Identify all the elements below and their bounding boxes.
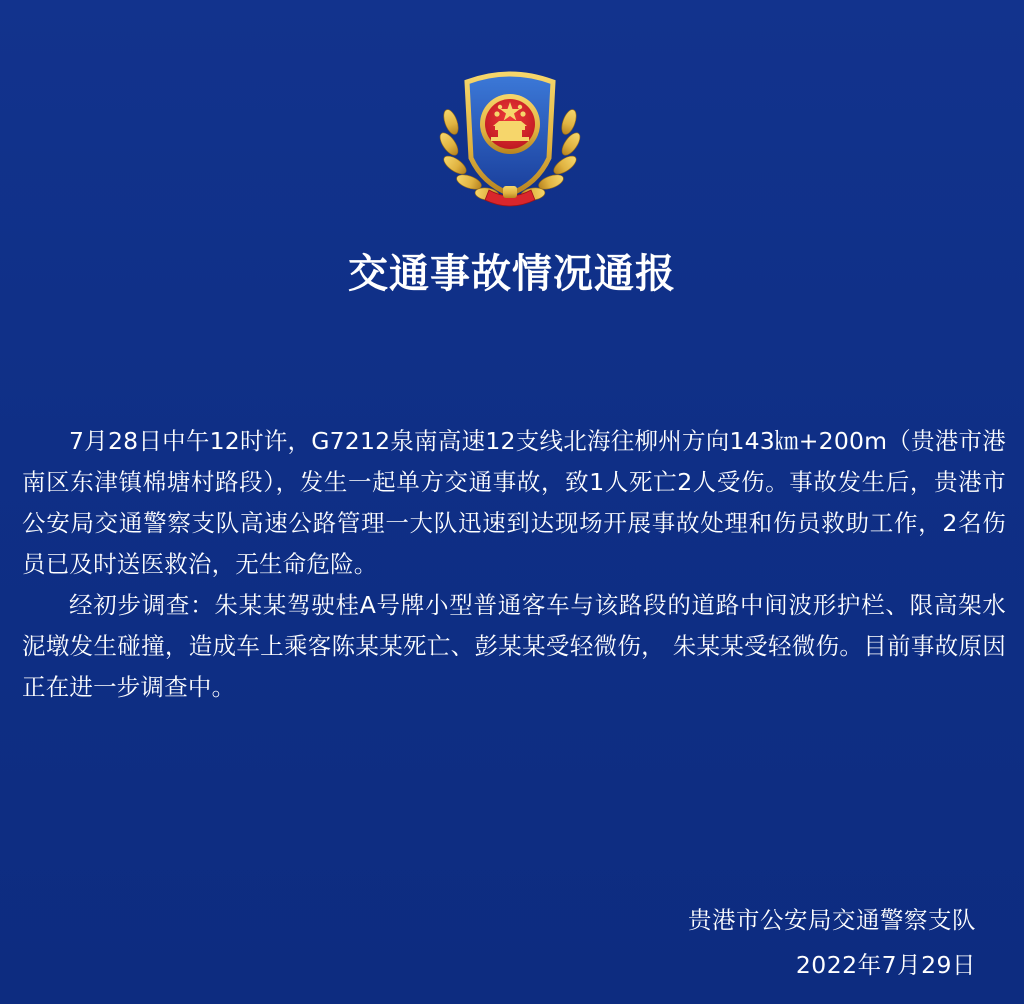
police-emblem-icon: [437, 62, 583, 212]
notice-paragraph: 7月28日中午12时许，G7212泉南高速12支线北海往柳州方向143㎞+200m（贵港市港南区东津镇棉塘村路段），发生一起单方交通事故，致1人死亡2人受伤。事故发生后，贵港市公安局交通警察支队高速公路管理一大队迅速到达现场开展事故处理和伤员救助工作，2名伤员已及时送医救治，无生命危险。: [22, 427, 1006, 578]
notice-body: [22, 421, 1006, 708]
issuer-name: 贵港市公安局交通警察支队: [688, 906, 976, 934]
notice-signature: [688, 898, 976, 988]
notice-paragraph: 经初步调查：朱某某驾驶桂A号牌小型普通客车与该路段的道路中间波形护栏、限高架水泥墩发生碰撞，造成车上乘客陈某某死亡、彭某某受轻微伤， 朱某某受轻微伤。目前事故原因正在进一步调查中。: [22, 591, 1006, 701]
issue-date: 2022年7月29日: [795, 951, 976, 979]
notice-title: 交通事故情况通报: [348, 251, 676, 297]
